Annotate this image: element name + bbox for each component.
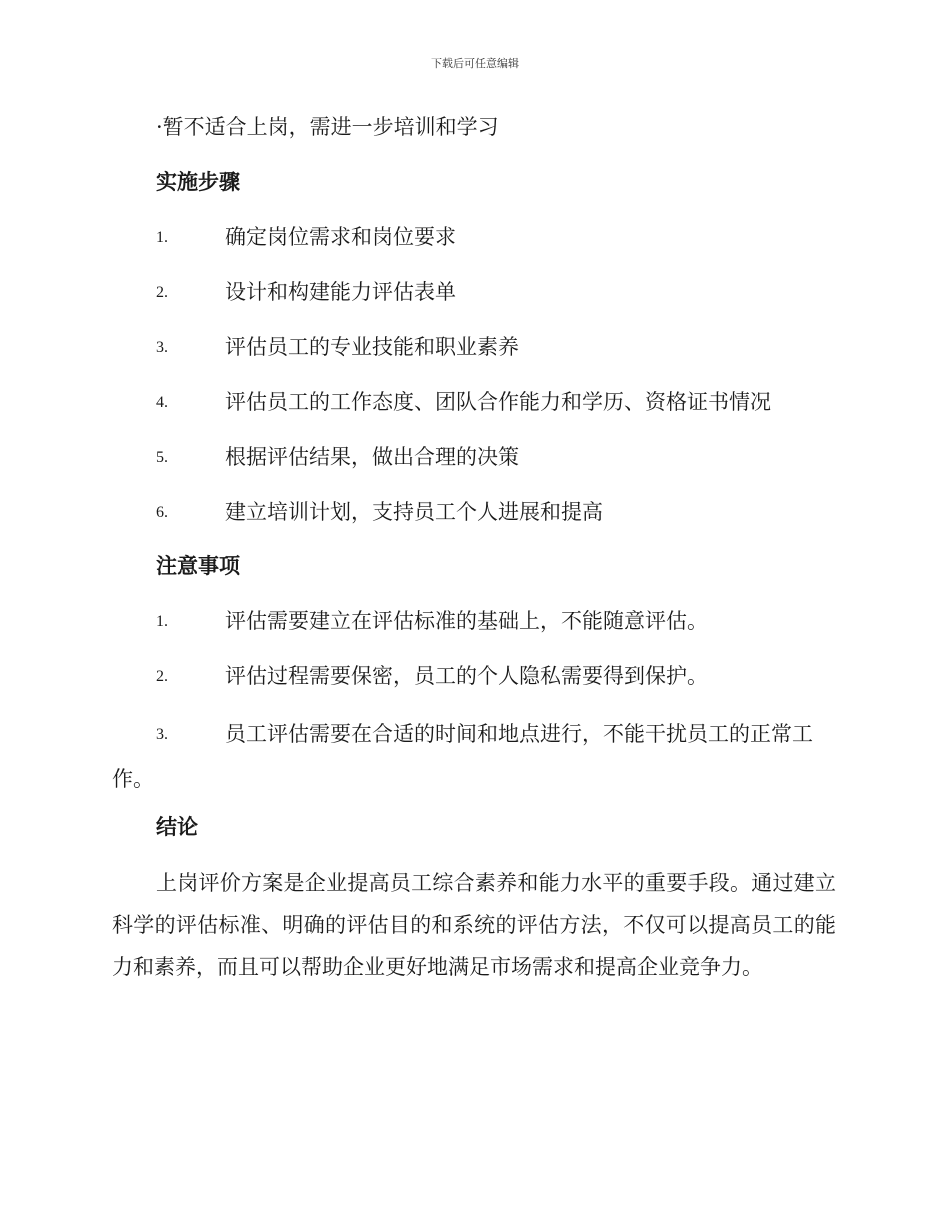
list-item-text: 评估需要建立在评估标准的基础上，不能随意评估。 (225, 609, 708, 633)
list-item (156, 443, 836, 471)
list-item-number: 5. (156, 449, 168, 466)
list-item-number: 2. (156, 668, 168, 685)
list-item-text: 根据评估结果，做出合理的决策 (225, 445, 519, 469)
list-item-number: 4. (156, 394, 168, 411)
list-item-number: 2. (156, 284, 168, 301)
list-item (156, 278, 836, 306)
section-title-steps: 实施步骤 (156, 170, 240, 194)
list-item (156, 498, 836, 526)
header-note: 下载后可任意编辑 (431, 57, 519, 70)
list-item-text: 设计和构建能力评估表单 (225, 280, 456, 304)
list-item-number: 3. (156, 726, 168, 743)
conclusion-paragraph: 上岗评价方案是企业提高员工综合素养和能力水平的重要手段。通过建立科学的评估标准、明确的评估目的和系统的评估方法，不仅可以提高员工的能力和素养，而且可以帮助企业更好地满足市场需求和提高企业竞争力。 (112, 871, 836, 979)
list-item (156, 662, 836, 690)
list-item (156, 333, 836, 361)
list-item-number: 3. (156, 339, 168, 356)
list-item-text: 评估过程需要保密，员工的个人隐私需要得到保护。 (225, 664, 708, 688)
list-item-text: 确定岗位需求和岗位要求 (225, 225, 456, 249)
list-item (156, 223, 836, 251)
list-item-text: 评估员工的专业技能和职业素养 (225, 335, 519, 359)
list-item (112, 712, 836, 801)
section-title-conclusion: 结论 (156, 815, 198, 839)
list-item-text: 员工评估需要在合适的时间和地点进行，不能干扰员工的正常工作。 (112, 722, 813, 791)
section-title-notes: 注意事项 (156, 554, 240, 578)
list-item (156, 607, 836, 635)
intro-bullet: ·暂不适合上岗，需进一步培训和学习 (156, 115, 499, 139)
list-item-number: 6. (156, 504, 168, 521)
list-item-text: 建立培训计划，支持员工个人进展和提高 (225, 500, 603, 524)
list-item-text: 评估员工的工作态度、团队合作能力和学历、资格证书情况 (225, 390, 771, 414)
list-item-number: 1. (156, 229, 168, 246)
list-item-number: 1. (156, 613, 168, 630)
list-item (156, 388, 836, 416)
